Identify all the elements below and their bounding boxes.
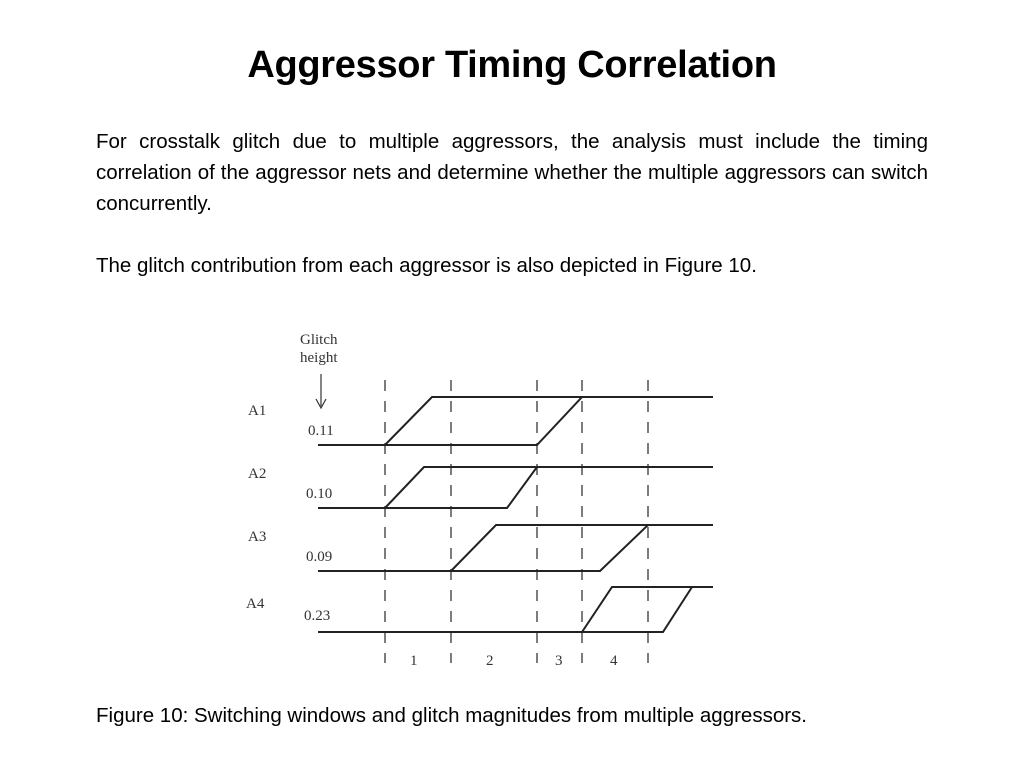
- glitch-header-line-1: Glitch: [300, 332, 338, 348]
- waveform-a4: [318, 587, 713, 632]
- window-label-3: 3: [555, 653, 563, 669]
- figure-caption: Figure 10: Switching windows and glitch magnitudes from multiple aggressors.: [96, 704, 808, 727]
- waveform-a3: [318, 525, 713, 571]
- slide-title: Aggressor Timing Correlation: [247, 44, 777, 86]
- aggressor-label-a2: A2: [248, 466, 267, 482]
- window-label-1: 1: [410, 653, 418, 669]
- glitch-header-line-2: height: [300, 350, 338, 366]
- window-label-4: 4: [610, 653, 618, 669]
- glitch-height-a4: 0.23: [304, 608, 331, 624]
- aggressor-label-a4: A4: [246, 596, 265, 612]
- window-label-2: 2: [486, 653, 494, 669]
- waveform-a2: [318, 467, 713, 508]
- waveform-a1: [318, 397, 713, 445]
- glitch-height-a3: 0.09: [306, 549, 333, 565]
- switching-windows-figure: [230, 318, 730, 678]
- intro-paragraph: For crosstalk glitch due to multiple aggressors, the analysis must include the timing correlation of the aggressor nets and determine whether the multiple aggressors can switch concurrently.: [96, 130, 928, 215]
- glitch-arrow: [316, 374, 326, 408]
- glitch-height-a2: 0.10: [306, 486, 333, 502]
- aggressor-label-a3: A3: [248, 529, 267, 545]
- glitch-height-a1: 0.11: [308, 423, 334, 439]
- aggressor-label-a1: A1: [248, 403, 267, 419]
- figure-reference-paragraph: The glitch contribution from each aggressor is also depicted in Figure 10.: [96, 254, 757, 277]
- window-dividers: [385, 380, 648, 663]
- timing-diagram: [230, 318, 730, 678]
